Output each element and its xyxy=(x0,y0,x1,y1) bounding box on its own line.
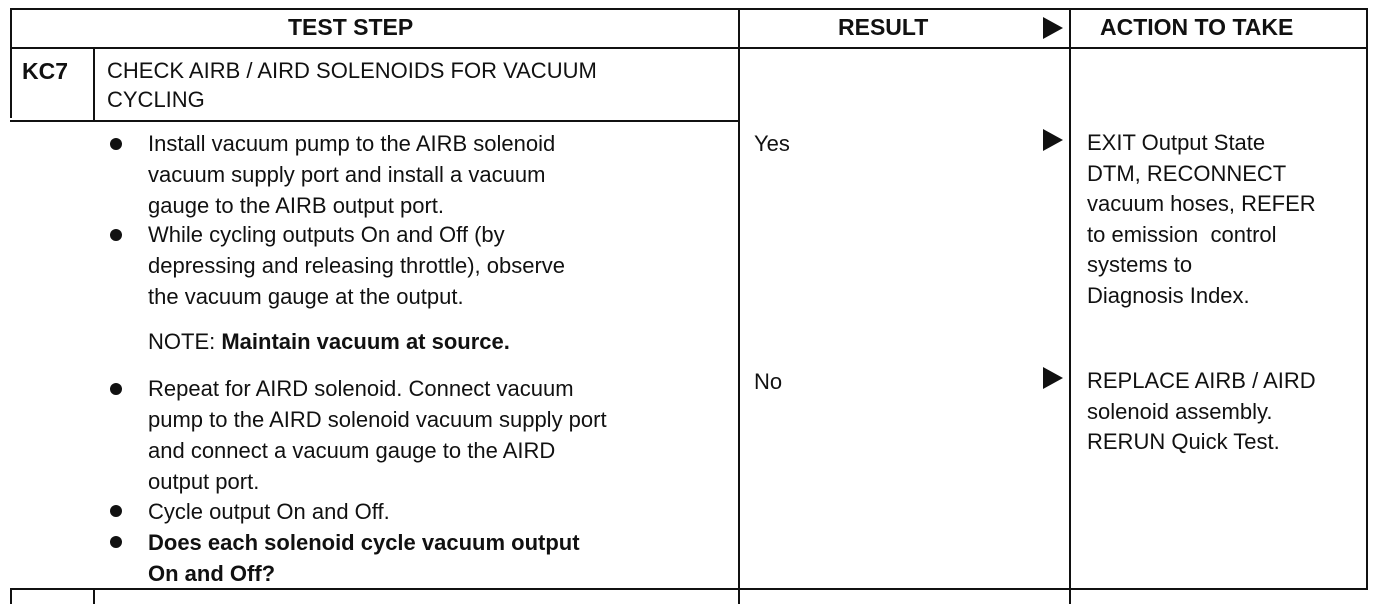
note xyxy=(148,326,510,357)
action-no xyxy=(1087,366,1316,458)
header-result: RESULT xyxy=(838,14,929,40)
note-label: NOTE: xyxy=(148,329,222,354)
header-bottom-border xyxy=(10,47,1368,49)
bullet-3-line: output port. xyxy=(148,469,260,494)
bullet-5-line: On and Off? xyxy=(148,561,276,586)
action-no-line: RERUN Quick Test. xyxy=(1087,429,1280,454)
action-yes-line: EXIT Output State xyxy=(1087,130,1266,155)
bullet-2-text xyxy=(148,219,565,312)
bullet-icon xyxy=(110,505,122,517)
bullet-2-line: depressing and releasing throttle), observe xyxy=(148,253,566,278)
table-left-border xyxy=(10,8,12,118)
bullet-5-text xyxy=(148,527,580,589)
title-row-bottom-border xyxy=(10,120,740,122)
step-id: KC7 xyxy=(22,58,69,84)
bullet-icon xyxy=(110,536,122,548)
bullet-2-line: While cycling outputs On and Off (by xyxy=(148,222,505,247)
id-column-divider-lower xyxy=(93,590,95,604)
header-action-to-take: ACTION TO TAKE xyxy=(1100,14,1294,40)
result-column-left-border xyxy=(738,8,740,604)
table-left-border-lower xyxy=(10,588,12,604)
bullet-3-line: and connect a vacuum gauge to the AIRD xyxy=(148,438,556,463)
bullet-1-line: Install vacuum pump to the AIRB solenoid xyxy=(148,131,556,156)
bullet-1-line: gauge to the AIRB output port. xyxy=(148,193,444,218)
bullet-4-line: Cycle output On and Off. xyxy=(148,499,390,524)
bullet-1-text xyxy=(148,128,555,221)
step-title xyxy=(107,56,597,114)
bullet-4-text xyxy=(148,496,390,527)
action-no-line: solenoid assembly. xyxy=(1087,398,1273,424)
header-arrow-icon xyxy=(1043,17,1063,39)
result-no: No xyxy=(754,369,783,394)
note-text: Maintain vacuum at source. xyxy=(221,329,510,354)
bullet-icon xyxy=(110,229,122,241)
bullet-3-line: Repeat for AIRD solenoid. Connect vacuum xyxy=(148,376,574,401)
action-yes-line: to emission control xyxy=(1087,221,1277,247)
action-yes-line: systems to xyxy=(1087,252,1193,277)
yes-arrow-icon xyxy=(1043,129,1063,151)
bullet-icon xyxy=(110,138,122,150)
table-top-border xyxy=(10,8,1368,10)
action-yes xyxy=(1087,128,1316,311)
id-column-divider xyxy=(93,47,95,121)
action-column-left-border xyxy=(1069,8,1071,604)
bullet-1-line: vacuum supply port and install a vacuum xyxy=(148,162,546,187)
step-title-line: CYCLING xyxy=(107,87,205,112)
step-title-line: CHECK AIRB / AIRD SOLENOIDS FOR VACUUM xyxy=(107,58,597,83)
action-yes-line: DTM, RECONNECT xyxy=(1087,160,1287,186)
result-yes: Yes xyxy=(754,131,790,156)
action-yes-line: vacuum hoses, REFER xyxy=(1087,191,1316,216)
bullet-2-line: the vacuum gauge at the output. xyxy=(148,284,464,309)
table-right-border xyxy=(1366,8,1368,590)
bullet-3-text xyxy=(148,373,607,497)
no-arrow-icon xyxy=(1043,367,1063,389)
bullet-3-line: pump to the AIRD solenoid vacuum supply port xyxy=(148,407,607,432)
action-yes-line: Diagnosis Index. xyxy=(1087,282,1250,308)
action-no-line: REPLACE AIRB / AIRD xyxy=(1087,368,1316,393)
bullet-icon xyxy=(110,383,122,395)
header-test-step: TEST STEP xyxy=(288,14,414,40)
bullet-5-line: Does each solenoid cycle vacuum output xyxy=(148,530,580,555)
